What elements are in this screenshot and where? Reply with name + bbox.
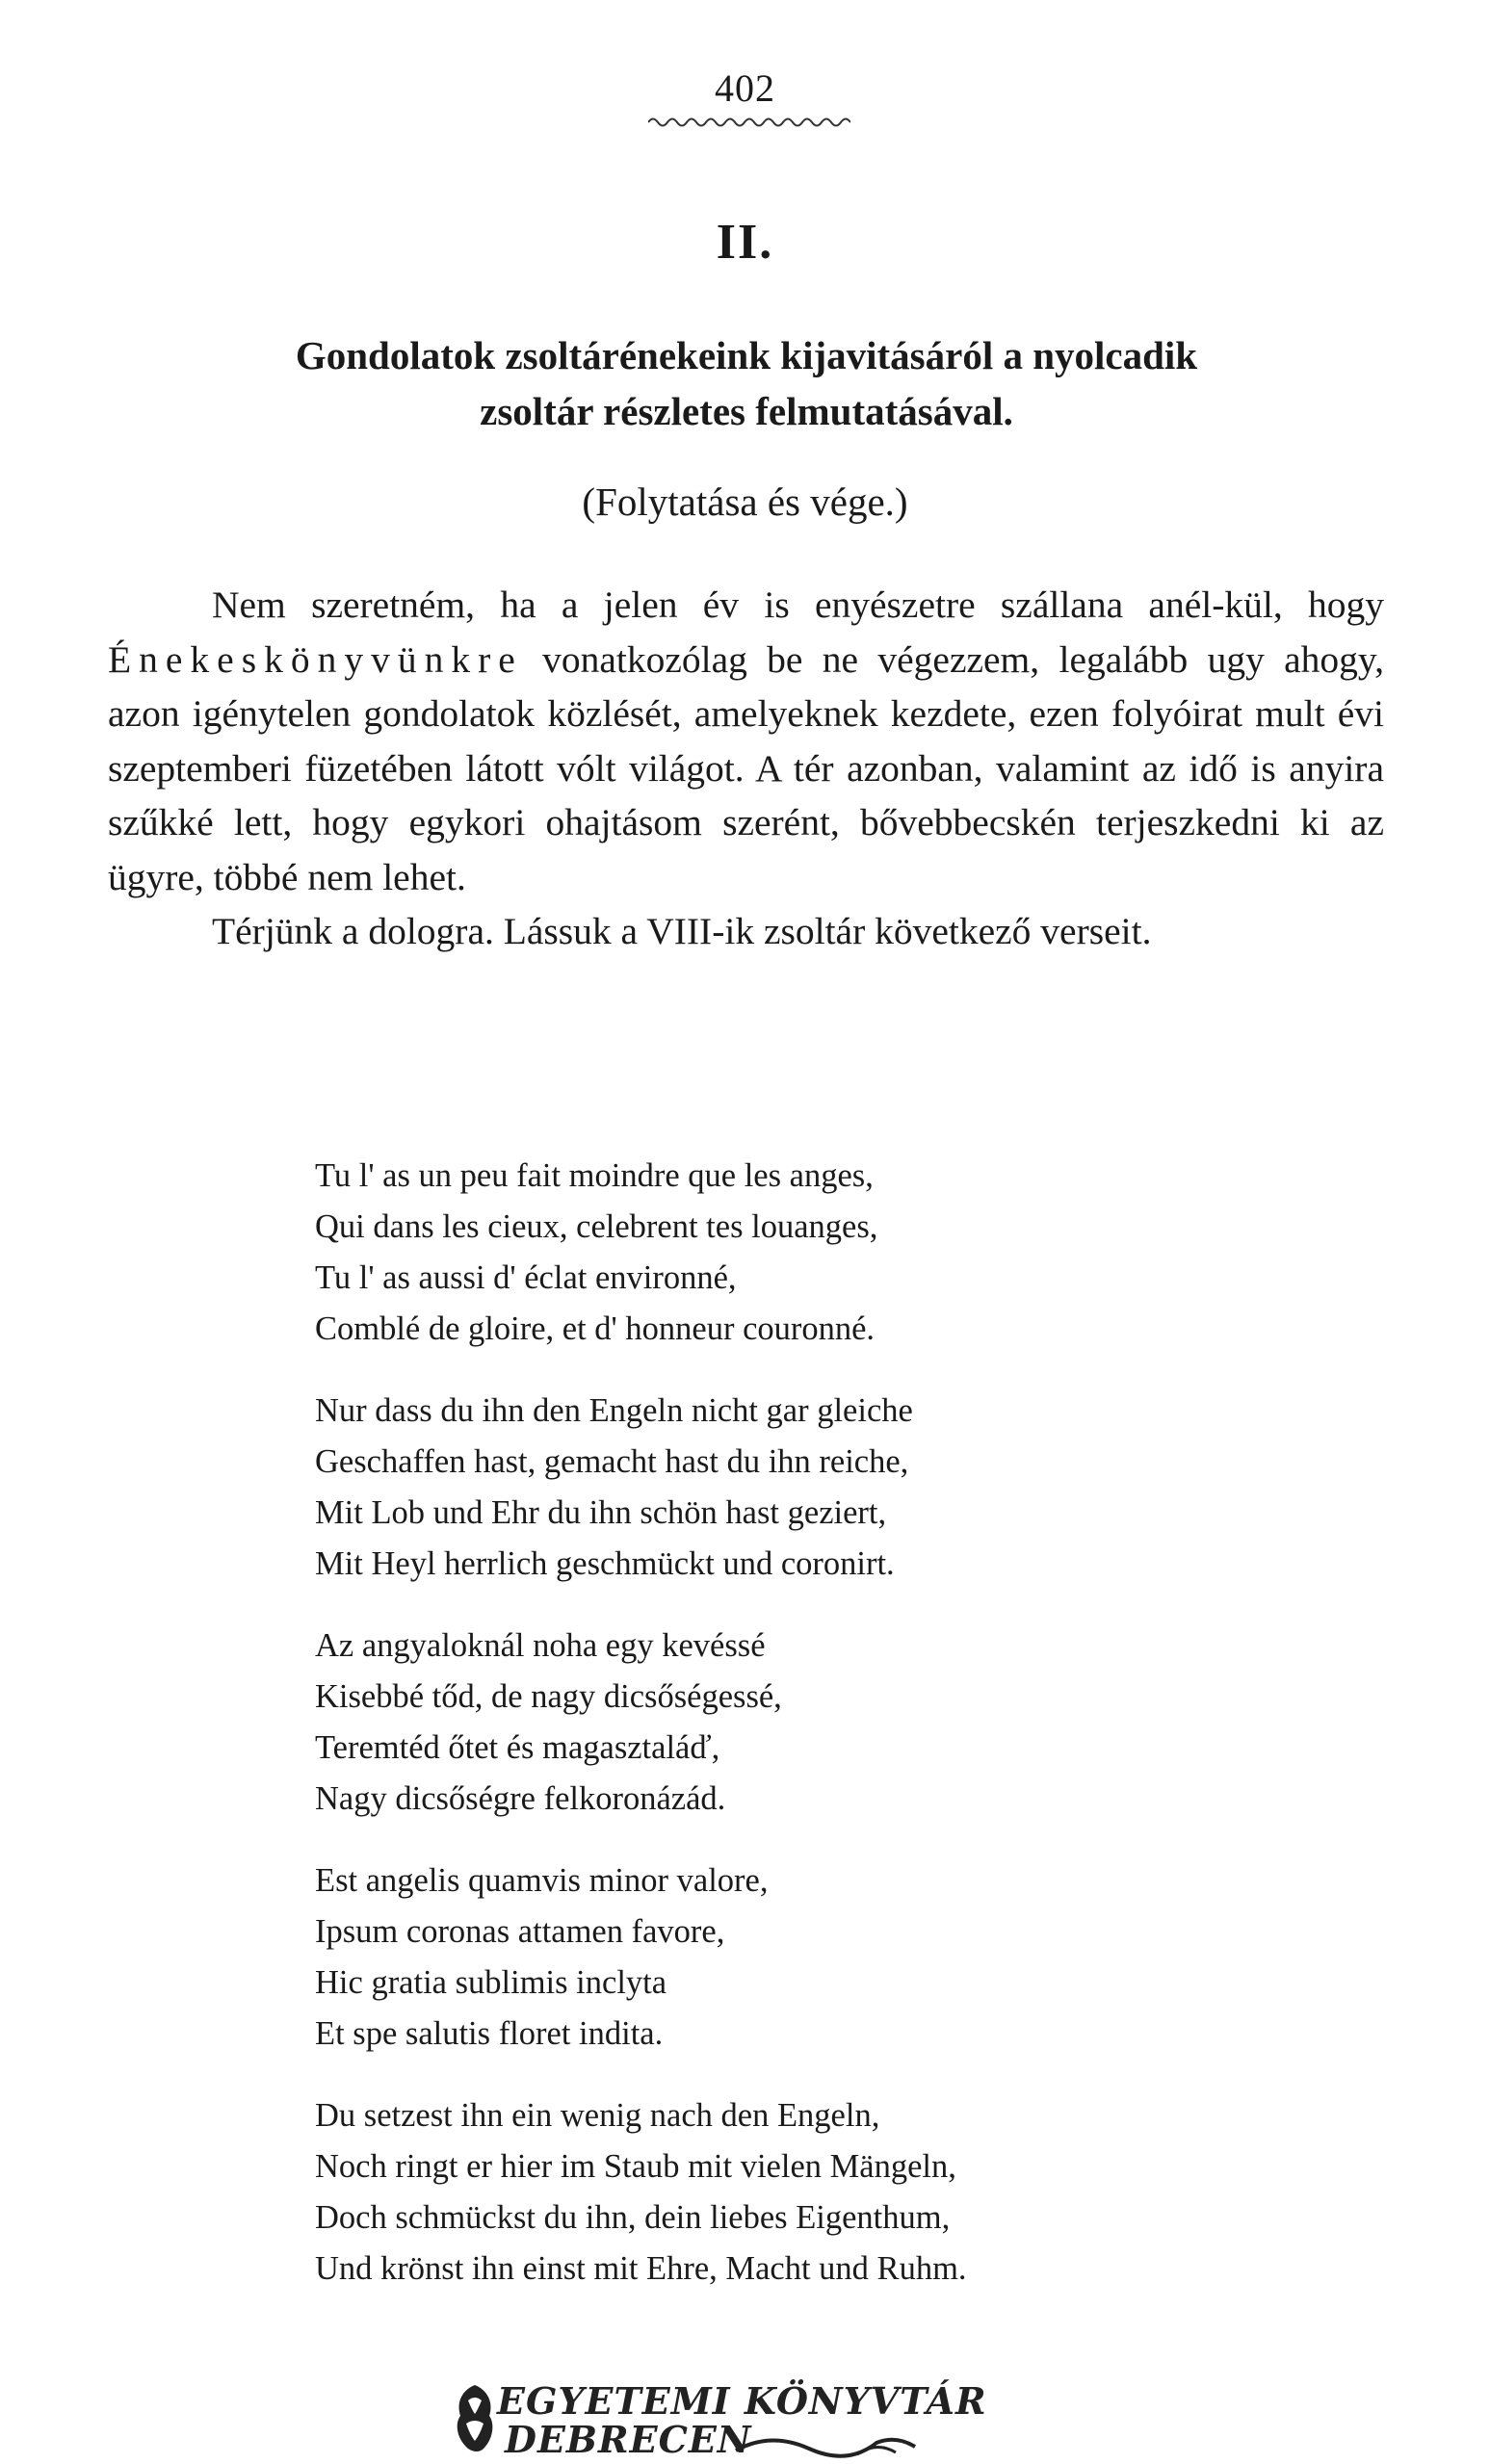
verse-line: Nur dass du ihn den Engeln nicht gar gleiche xyxy=(315,1392,913,1429)
crest-icon xyxy=(451,2381,499,2456)
verse-line: Qui dans les cieux, celebrent tes louanges, xyxy=(315,1208,878,1245)
verse-line: Und krönst ihn einst mit Ehre, Macht und Ruhm. xyxy=(315,2250,967,2287)
article-title-line: Gondolatok zsoltárénekeink kijavitásáról a nyolcadik xyxy=(295,333,1198,377)
stanza-french xyxy=(315,1151,1278,1355)
stamp-swash-icon xyxy=(732,2422,925,2460)
verse-line: Mit Heyl herrlich geschmückt und coronirt. xyxy=(315,1545,895,1582)
stamp-line: EGYETEMI KÖNYVTÁR xyxy=(497,2379,987,2423)
stanza-german xyxy=(315,1386,1278,1590)
verse-line: Kisebbé tőd, de nagy dicsőségessé, xyxy=(315,1678,782,1715)
verse-line: Geschaffen hast, gemacht hast du ihn reiche, xyxy=(315,1443,909,1480)
verse-line: Est angelis quamvis minor valore, xyxy=(315,1862,769,1899)
verse-line: Nagy dicsőségre felkoronázád. xyxy=(315,1780,726,1817)
article-title xyxy=(144,327,1348,439)
verse-line: Az angyaloknál noha egy kevéssé xyxy=(315,1627,766,1664)
article-title-line: zsoltár részletes felmutatásával. xyxy=(480,389,1013,433)
stanza-latin xyxy=(315,1855,1278,2060)
section-numeral: II. xyxy=(716,215,774,270)
verse-line: Noch ringt er hier im Staub mit vielen Mängeln, xyxy=(315,2148,956,2185)
verse-line: Et spe salutis floret indita. xyxy=(315,2015,664,2052)
body-text xyxy=(108,578,1384,959)
verse-quotations xyxy=(315,1151,1278,2325)
verse-line: Comblé de gloire, et d' honneur couronné. xyxy=(315,1310,876,1347)
library-stamp xyxy=(451,2373,987,2461)
page-number: 402 xyxy=(715,66,775,110)
verse-line: Ipsum coronas attamen favore, xyxy=(315,1913,725,1950)
paragraph: Térjünk a dologra. Lássuk a VIII-ik zsoltár következő verseit. xyxy=(212,910,1152,952)
page-number-ornament xyxy=(648,116,850,129)
paragraph xyxy=(108,578,1384,904)
verse-line: Teremtéd őtet és magasztaláď, xyxy=(315,1729,720,1766)
spaced-emphasis: Énekeskönyvünkre xyxy=(108,637,523,681)
stanza-hungarian xyxy=(315,1621,1278,1825)
paragraph-text: Nem szeretném, ha a jelen év is enyészetre szállana anél-kül, hogy xyxy=(212,584,1384,626)
stamp-line: DEBRECEN xyxy=(505,2418,752,2461)
stanza-german-modern xyxy=(315,2090,1278,2295)
verse-line: Hic gratia sublimis inclyta xyxy=(315,1964,667,2001)
verse-line: Tu l' as un peu fait moindre que les anges, xyxy=(315,1157,874,1194)
paragraph-text: vonatkozólag be ne végezzem, legalább ugy ahogy, azon igénytelen gondolatok közlését, amelyeknek kezdete, ezen folyóirat mult évi szeptemberi füzetében látott vólt világot. A tér azonban, valamint az idő is anyira szűkké lett, hogy egykori ohajtásom szerént, bővebbecskén terjeszkedni ki az ügyre, többé nem lehet. xyxy=(108,637,1384,898)
verse-line: Doch schmückst du ihn, dein liebes Eigenthum, xyxy=(315,2199,951,2236)
verse-line: Mit Lob und Ehr du ihn schön hast geziert, xyxy=(315,1494,887,1531)
continuation-note: (Folytatása és vége.) xyxy=(582,480,908,524)
verse-line: Tu l' as aussi d' éclat environné, xyxy=(315,1259,737,1296)
verse-line: Du setzest ihn ein wenig nach den Engeln, xyxy=(315,2097,880,2134)
